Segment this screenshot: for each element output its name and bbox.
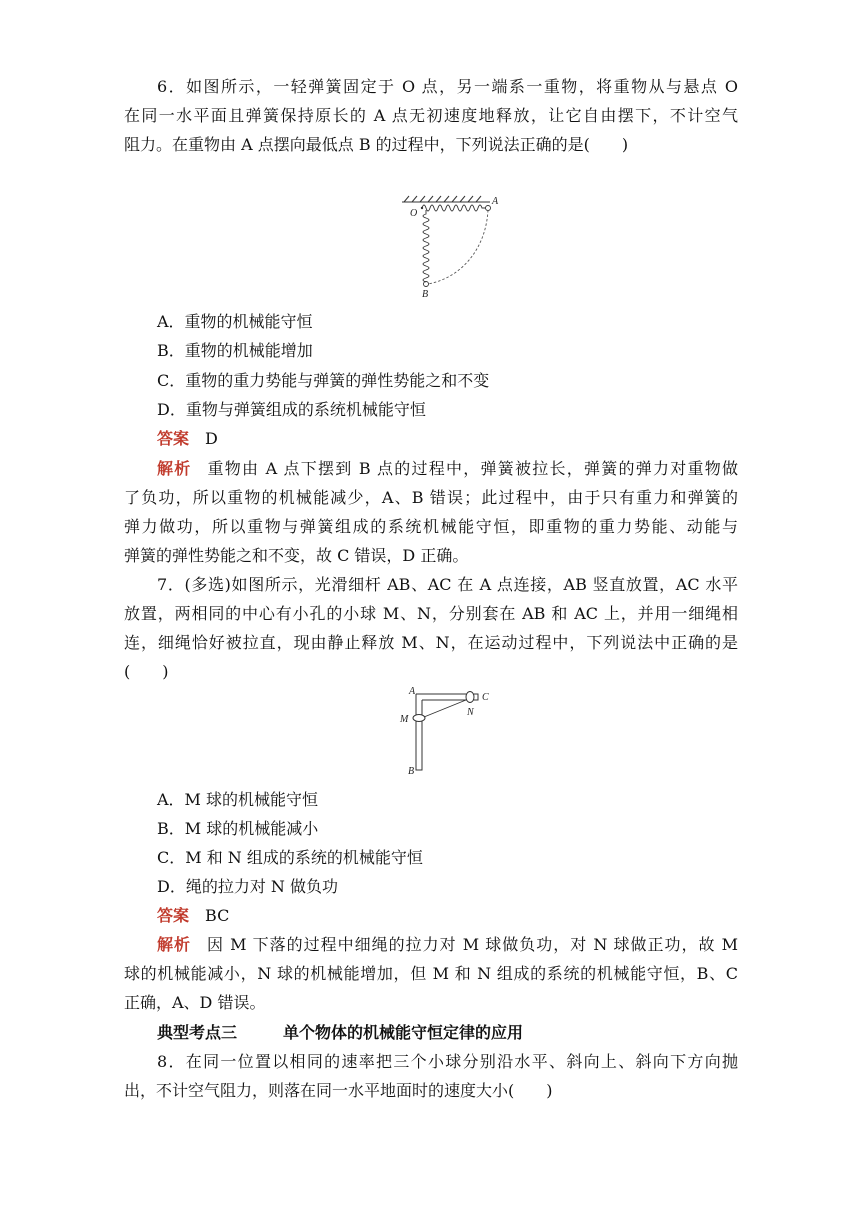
q7-option-b: B．M 球的机械能减小 (157, 819, 319, 838)
q6-analysis-line-1 (157, 456, 738, 482)
q7-answer-line (157, 903, 738, 929)
q6-analysis-line-2: 了负功，所以重物的机械能减少，A、B 错误；此过程中，由于只有重力和弹簧的 (124, 488, 738, 507)
q7-analysis-line-3: 正确，A、D 错误。 (124, 993, 266, 1012)
q7-stem-line-1: 7．(多选)如图所示，光滑细杆 AB、AC 在 A 点连接，AB 竖直放置，AC 水平 (157, 575, 738, 594)
q6-spring-pendulum-figure (396, 194, 506, 304)
q7-option-a: A．M 球的机械能守恒 (157, 790, 319, 809)
mass-at-b (424, 282, 429, 287)
label-m: M (400, 714, 409, 725)
label-n: N (467, 707, 474, 718)
label-c: C (482, 692, 489, 703)
q7-stem-line-3: 连，细绳恰好被拉直，现由静止释放 M、N，在运动过程中，下列说法中正确的是 (124, 633, 738, 652)
q8-stem-line-1: 8．在同一位置以相同的速率把三个小球分别沿水平、斜向上、斜向下方向抛 (157, 1052, 738, 1071)
vertical-spring (423, 210, 429, 282)
q6-option-c: C．重物的重力势能与弹簧的弹性势能之和不变 (157, 371, 490, 390)
q6-stem-line-2: 在同一水平面且弹簧保持原长的 A 点无初速度地释放，让它自由摆下，不计空气 (124, 106, 738, 125)
q6-analysis-line-4: 弹簧的弹性势能之和不变，故 C 错误，D 正确。 (124, 546, 469, 565)
q7-analysis-label: 解析 (157, 935, 192, 954)
q6-answer-value: D (205, 429, 218, 448)
q7-option-c: C．M 和 N 组成的系统的机械能守恒 (157, 848, 423, 867)
q6-option-a: A．重物的机械能守恒 (157, 312, 313, 331)
ball-m (413, 715, 425, 722)
q8-stem-line-2: 出，不计空气阻力，则落在同一水平地面时的速度大小( ) (124, 1081, 553, 1100)
dashed-trajectory (428, 210, 488, 284)
q7-stem-line-2: 放置，两相同的中心有小孔的小球 M、N，分别套在 AB 和 AC 上，并用一细绳相 (124, 604, 738, 623)
q7-analysis-line-2: 球的机械能减小，N 球的机械能增加，但 M 和 N 组成的系统的机械能守恒，B、C (124, 964, 738, 983)
q6-answer-line (157, 426, 738, 452)
q7-answer-value: BC (205, 906, 230, 925)
q6-answer-label: 答案 (157, 429, 190, 448)
q7-stem-line-4: ( ) (124, 662, 169, 681)
horizontal-spring (422, 205, 486, 211)
q6-stem-line-3: 阻力。在重物由 A 点摆向最低点 B 的过程中，下列说法正确的是( ) (124, 135, 629, 154)
section-label: 典型考点三 (157, 1023, 238, 1042)
q7-analysis-text-1: 因 M 下落的过程中细绳的拉力对 M 球做负功，对 N 球做正功，故 M (207, 935, 738, 954)
section-heading (157, 1020, 738, 1046)
mass-at-a (486, 206, 491, 211)
label-b: B (422, 289, 429, 300)
section-title: 单个物体的机械能守恒定律的应用 (283, 1023, 524, 1042)
q6-analysis-label: 解析 (157, 459, 192, 478)
label-a: A (409, 686, 416, 697)
q7-analysis-line-1 (157, 932, 738, 958)
label-b: B (408, 766, 415, 777)
q6-option-b: B．重物的机械能增加 (157, 341, 313, 360)
label-o: O (410, 208, 418, 219)
q7-rods-figure (396, 688, 506, 778)
vertical-rod-ab (416, 694, 422, 770)
q7-option-d: D．绳的拉力对 N 做负功 (157, 877, 339, 896)
q6-option-d: D．重物与弹簧组成的系统机械能守恒 (157, 400, 426, 419)
ball-n (466, 692, 474, 703)
ceiling-hatch (402, 196, 490, 202)
q6-stem-line-1: 6．如图所示，一轻弹簧固定于 O 点，另一端系一重物，将重物从与悬点 O (157, 77, 738, 96)
string-mn (424, 700, 466, 717)
label-a: A (492, 196, 499, 207)
q6-analysis-line-3: 弹力做功，所以重物与弹簧组成的系统机械能守恒，即重物的重力势能、动能与 (124, 517, 738, 536)
q7-answer-label: 答案 (157, 906, 190, 925)
q6-analysis-text-1: 重物由 A 点下摆到 B 点的过程中，弹簧被拉长，弹簧的弹力对重物做 (207, 459, 738, 478)
